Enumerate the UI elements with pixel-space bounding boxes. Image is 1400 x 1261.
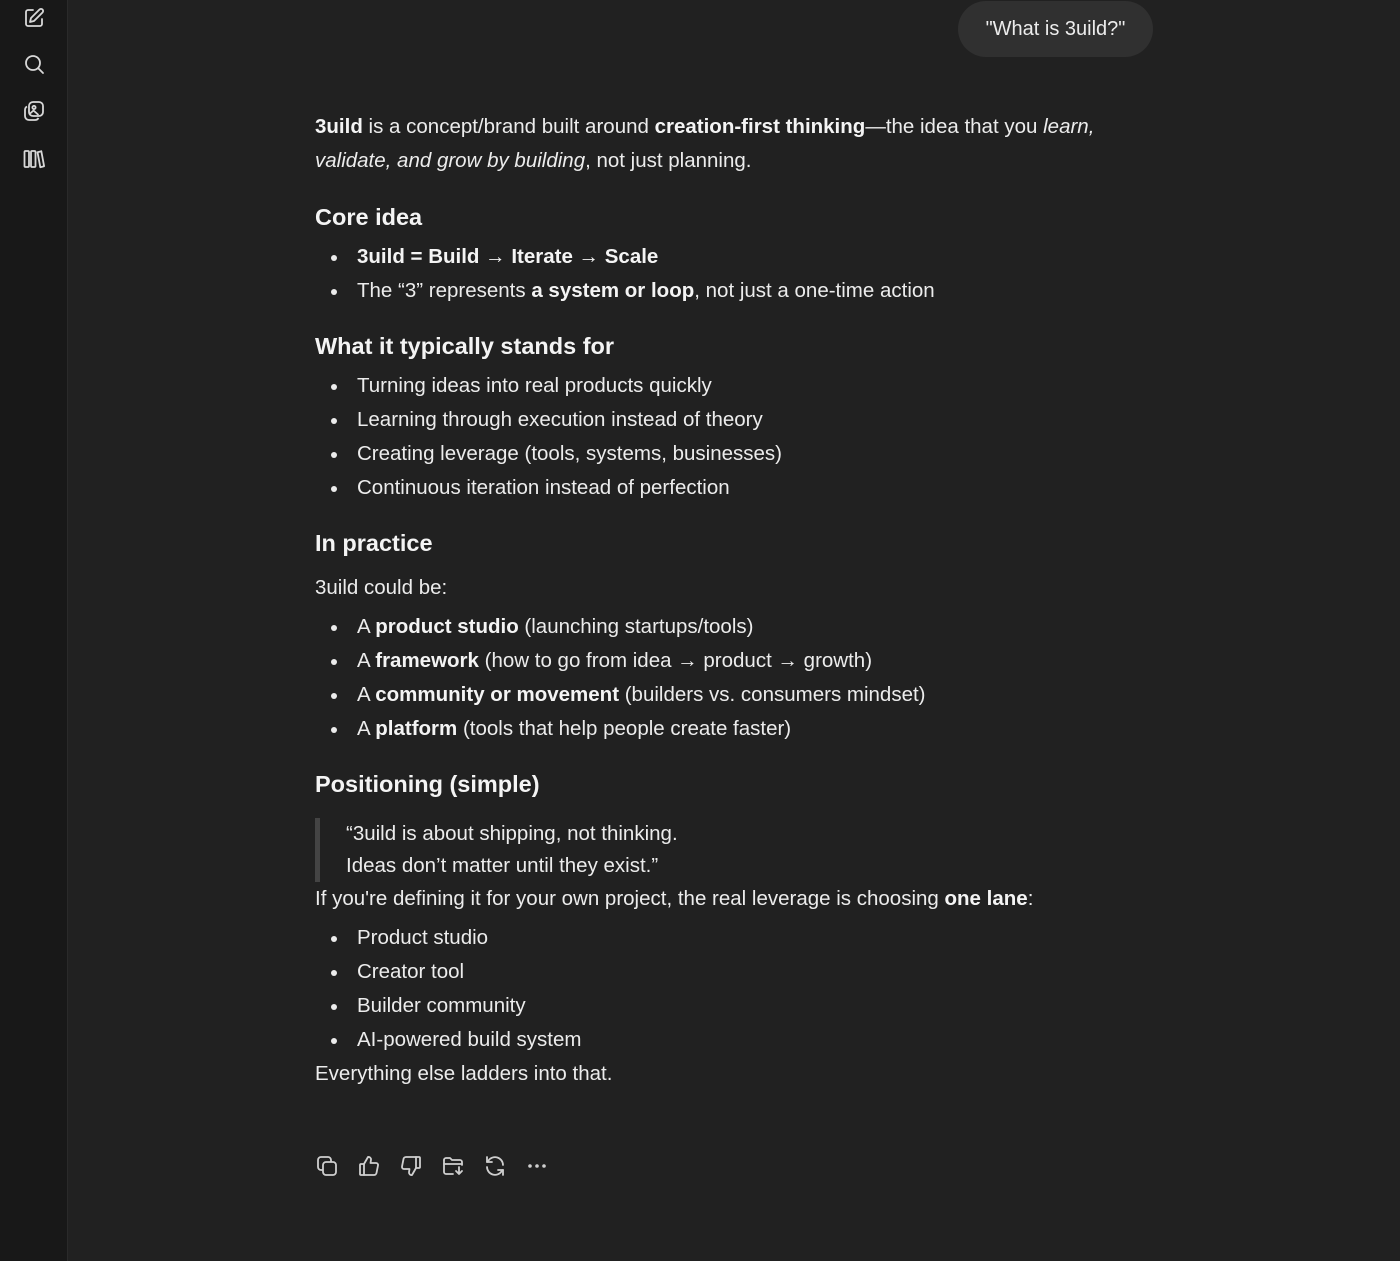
practice-item-bold: framework	[375, 649, 479, 672]
list-item	[315, 644, 1155, 678]
intro-italic: learn, validate, and grow by building	[315, 115, 1095, 172]
list-item: Creator tool	[315, 955, 1155, 989]
practice-item-post: (tools that help people create faster)	[457, 717, 792, 740]
core-item-1-bold: 3uild = Build → Iterate → Scale	[357, 245, 659, 268]
section-in-practice	[315, 526, 1155, 746]
section-positioning	[315, 767, 1155, 882]
library-button[interactable]	[16, 141, 52, 177]
list-item: Product studio	[315, 921, 1155, 955]
section-core-idea	[315, 200, 1155, 308]
section-stands-for	[315, 329, 1155, 505]
practice-item-bold: community or movement	[375, 683, 620, 706]
thumbs-down-icon	[399, 1154, 423, 1178]
list-item: Learning through execution instead of theory	[315, 403, 1155, 437]
blockquote	[315, 818, 1155, 882]
list-item	[315, 240, 1155, 274]
list-item	[315, 610, 1155, 644]
copy-icon	[315, 1154, 339, 1178]
lane-bold: one lane	[944, 887, 1028, 910]
practice-item-pre: A	[357, 615, 376, 638]
search-button[interactable]	[16, 46, 52, 82]
new-chat-button[interactable]	[16, 0, 52, 36]
thumbs-up-button[interactable]	[357, 1154, 381, 1178]
regenerate-button[interactable]	[483, 1154, 507, 1178]
library-icon	[22, 147, 46, 171]
intro-text-2: —the idea that you	[865, 115, 1044, 138]
stands-for-list	[315, 369, 1155, 505]
share-button[interactable]	[441, 1154, 465, 1178]
user-message-bubble	[958, 1, 1153, 57]
practice-item-post: (builders vs. consumers mindset)	[619, 683, 926, 706]
response-actions	[315, 1152, 549, 1180]
practice-item-post: (launching startups/tools)	[518, 615, 754, 638]
images-icon	[22, 99, 46, 123]
more-options-button[interactable]	[525, 1154, 549, 1178]
lane-text-post: :	[1027, 887, 1034, 910]
intro-bold-1: creation-first thinking	[654, 115, 866, 138]
thumbs-up-icon	[357, 1154, 381, 1178]
copy-button[interactable]	[315, 1154, 339, 1178]
list-item: Turning ideas into real products quickly	[315, 369, 1155, 403]
lane-paragraph	[315, 882, 1155, 916]
practice-lead: 3uild could be:	[315, 576, 448, 599]
practice-item-bold: platform	[375, 717, 458, 740]
practice-list	[315, 610, 1155, 746]
list-item: Creating leverage (tools, systems, businesses)	[315, 437, 1155, 471]
heading-in-practice: In practice	[315, 530, 433, 556]
heading-core-idea: Core idea	[315, 204, 423, 230]
user-message-text: "What is 3uild?"	[985, 17, 1126, 40]
sidebar	[0, 0, 68, 1261]
list-item: Builder community	[315, 989, 1155, 1023]
list-item	[315, 274, 1155, 308]
closing-paragraph: Everything else ladders into that.	[315, 1062, 613, 1085]
list-item	[315, 678, 1155, 712]
practice-item-post: (how to go from idea → product → growth)	[478, 649, 873, 672]
new-chat-icon	[22, 6, 46, 30]
quote-line-2: Ideas don’t matter until they exist.”	[346, 854, 659, 877]
intro-text-1: is a concept/brand built around	[362, 115, 655, 138]
core-item-2-bold: a system or loop	[531, 279, 695, 302]
practice-item-pre: A	[357, 649, 376, 672]
heading-positioning: Positioning (simple)	[315, 771, 540, 797]
heading-stands-for: What it typically stands for	[315, 333, 615, 359]
core-idea-list	[315, 240, 1155, 308]
list-item	[315, 712, 1155, 746]
more-icon	[525, 1154, 549, 1178]
thumbs-down-button[interactable]	[399, 1154, 423, 1178]
practice-item-pre: A	[357, 717, 376, 740]
core-item-2-pre: The “3” represents	[357, 279, 532, 302]
lane-list	[315, 921, 1155, 1057]
brand-name: 3uild	[315, 115, 363, 138]
practice-item-pre: A	[357, 683, 376, 706]
search-icon	[22, 52, 46, 76]
list-item: AI-powered build system	[315, 1023, 1155, 1057]
practice-item-bold: product studio	[375, 615, 519, 638]
assistant-response	[315, 110, 1155, 1091]
regenerate-icon	[483, 1154, 507, 1178]
quote-line-1: “3uild is about shipping, not thinking.	[346, 822, 678, 845]
images-button[interactable]	[16, 93, 52, 129]
intro-text-3: , not just planning.	[585, 149, 752, 172]
lane-text-pre: If you're defining it for your own project, the real leverage is choosing	[315, 887, 945, 910]
intro-paragraph	[315, 110, 1155, 178]
core-item-2-post: , not just a one-time action	[694, 279, 935, 302]
list-item: Continuous iteration instead of perfection	[315, 471, 1155, 505]
share-icon	[441, 1154, 465, 1178]
